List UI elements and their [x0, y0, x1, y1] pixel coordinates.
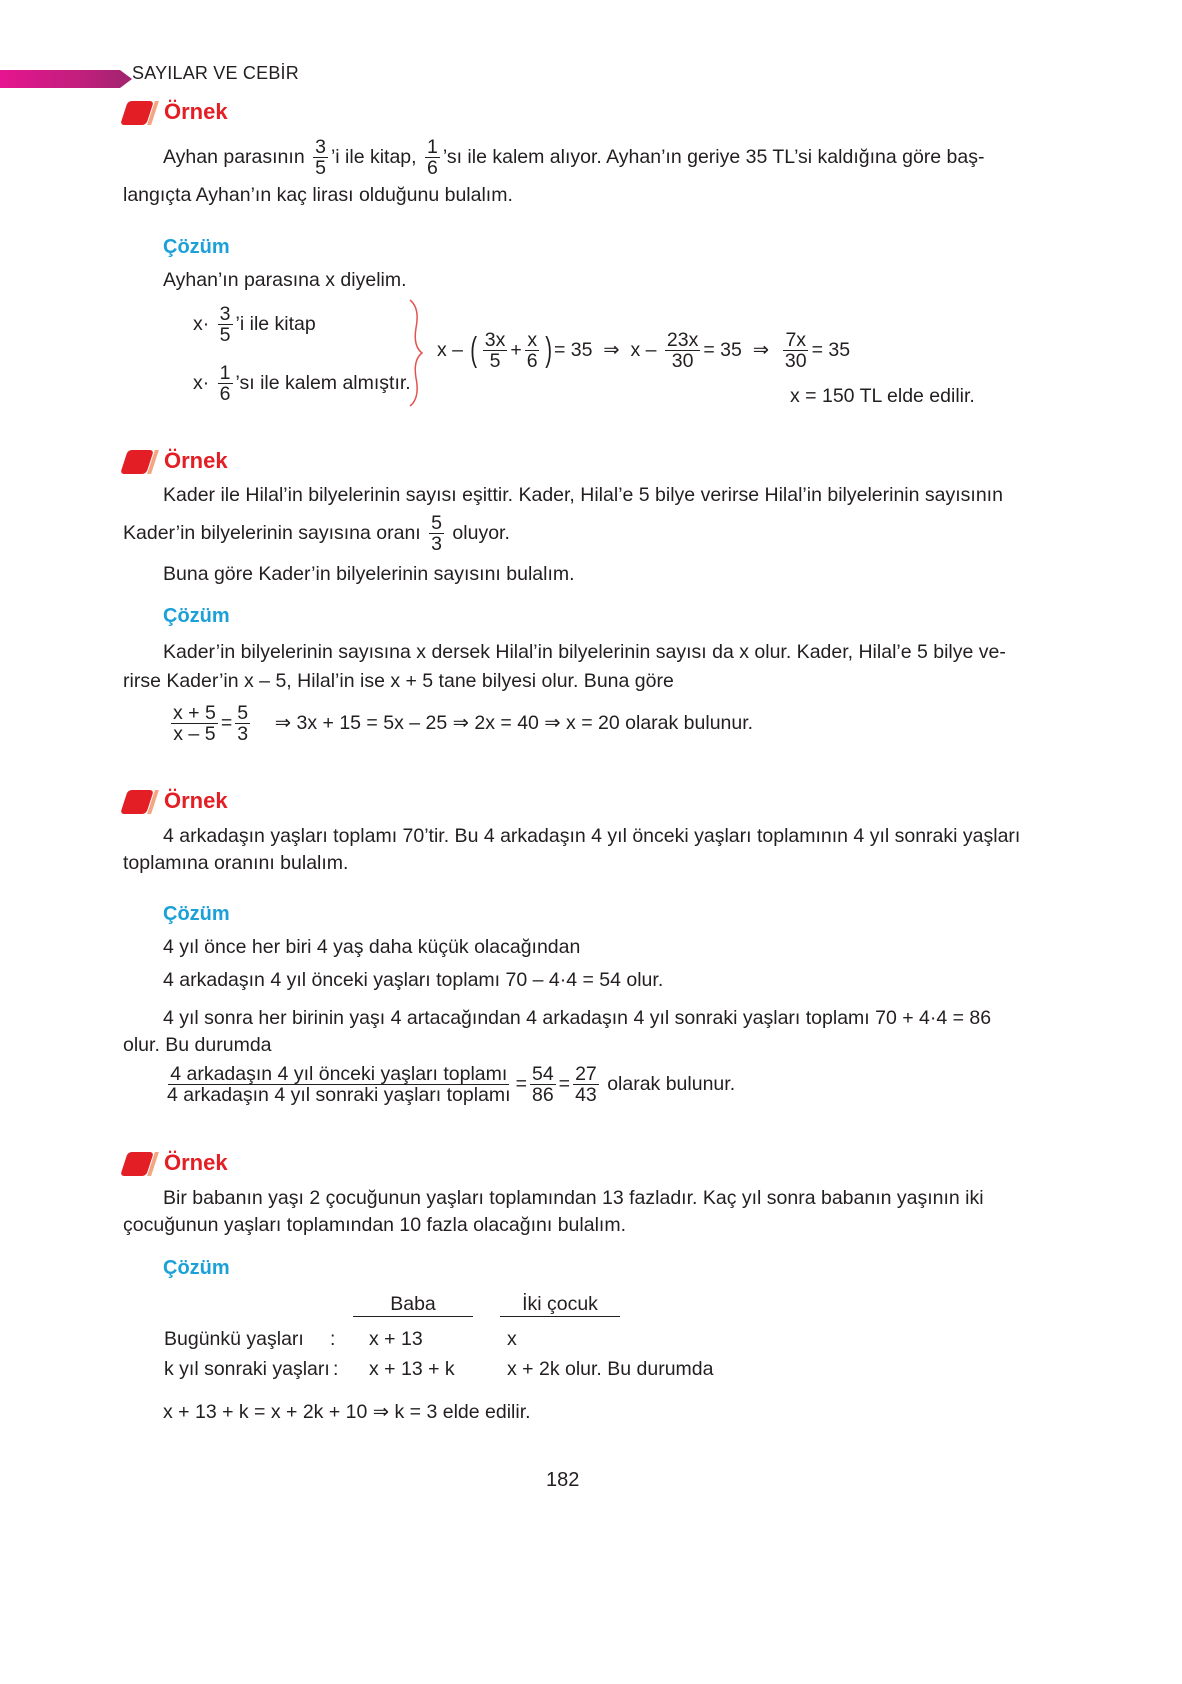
row-separator: :: [333, 1358, 339, 1380]
fraction: $\frac{3}{5}$: [315, 136, 326, 180]
example-4-problem-line-1: Bir babanın yaşı 2 çocuğunun yaşları toplamından 13 fazladır. Kaç yıl sonra babanın yaşının iki: [163, 1187, 984, 1209]
fraction: $\frac{27}{43}$: [575, 1063, 597, 1107]
page-number: 182: [546, 1469, 580, 1491]
example-label: Örnek: [164, 99, 228, 124]
solution-equation: $\frac{\text{4 arkadaşın 4 yıl önceki yaşları toplamı}}{\text{4 arkadaşın 4 yıl sonraki yaşları toplamı}}$ = $\frac{54}{86}$ = $\frac{27}{43}$ olarak bulunur.: [167, 1063, 736, 1107]
example-label: Örnek: [164, 448, 228, 473]
row-baba-value: x + 13 + k: [369, 1358, 455, 1380]
solution-line-1: Kader’in bilyelerinin sayısına x dersek Hilal’in bilyelerinin sayısı da x olur. Kader, Hilal’e 5 bilye ve-: [163, 641, 1006, 663]
implies-arrow-icon: ⇒: [603, 339, 620, 362]
row-cocuk-value: x: [507, 1328, 517, 1350]
row-separator: :: [330, 1328, 336, 1350]
fraction: $\frac{x}{6}$: [526, 329, 538, 373]
solution-line-1: 4 yıl önce her biri 4 yaş daha küçük olacağından: [163, 936, 581, 958]
solution-line-3: 4 yıl sonra her birinin yaşı 4 artacağından 4 arkadaşın 4 yıl sonraki yaşları toplamı 70 + 4·4 = 86: [163, 1007, 992, 1029]
row-baba-value: x + 13: [369, 1328, 423, 1350]
table-header-baba: Baba: [345, 1293, 481, 1317]
fraction: $\frac{3}{5}$: [219, 303, 231, 347]
text: Ayhan parasının: [163, 146, 305, 169]
solution-result: x + 13 + k = x + 2k + 10 ⇒ k = 3 elde edilir.: [163, 1401, 531, 1423]
example-marker-icon: [122, 448, 160, 474]
example-marker-icon: [122, 788, 160, 814]
example-2-problem-line-3: Buna göre Kader’in bilyelerinin sayısını bulalım.: [163, 563, 575, 585]
solution-label: Çözüm: [163, 1257, 230, 1279]
row-label: k yıl sonraki yaşları: [164, 1358, 330, 1380]
example-1-problem-line-2: langıçta Ayhan’ın kaç lirası olduğunu bulalım.: [123, 184, 513, 206]
header-ribbon: [0, 70, 132, 88]
solution-label: Çözüm: [163, 605, 230, 627]
row-label: Bugünkü yaşları: [164, 1328, 304, 1350]
example-3-problem-line-2: toplamına oranını bulalım.: [123, 852, 349, 874]
solution-equation: $\frac{x + 5}{x - 5}$ = $\frac{5}{3}$ ⇒ 3x + 15 = 5x – 25 ⇒ 2x = 40 ⇒ x = 20 olarak bulunur.: [173, 702, 754, 746]
example-3-problem-line-1: 4 arkadaşın yaşları toplamı 70’tir. Bu 4 arkadaşın 4 yıl önceki yaşları toplamının 4 yıl sonraki yaşları: [163, 825, 1021, 847]
example-4-problem-line-2: çocuğunun yaşları toplamından 10 fazla olacağını bulalım.: [123, 1214, 626, 1236]
example-marker-icon: [122, 99, 160, 125]
right-brace-icon: [406, 298, 426, 408]
solution-row-kalem: x· $\frac{1}{6}$ ’sı ile kalem almıştır.: [193, 362, 411, 406]
solution-equation: x – ( $\frac{3x}{5}$ + $\frac{x}{6}$ ) = 35 ⇒ x – $\frac{23x}{30}$ = 35 ⇒ $\frac{7x}{30}$ = 35: [437, 329, 851, 373]
implies-arrow-icon: ⇒: [752, 339, 770, 362]
fraction: $\frac{3x}{5}$: [484, 329, 506, 373]
left-paren: (: [470, 331, 478, 370]
solution-line-4: olur. Bu durumda: [123, 1034, 272, 1056]
solution-label: Çözüm: [163, 903, 230, 925]
fraction: $\frac{5}{3}$: [431, 512, 442, 556]
text: ’sı ile kalem alıyor. Ayhan’ın geriye 35 TL’si kaldığına göre baş-: [442, 146, 985, 169]
section-title: SAYILAR VE CEBİR: [132, 63, 299, 83]
example-1-problem-line-1: [163, 137, 985, 179]
solution-intro: Ayhan’ın parasına x diyelim.: [163, 269, 407, 291]
fraction: $\frac{54}{86}$: [531, 1063, 554, 1107]
fraction: $\frac{5}{3}$: [237, 702, 249, 746]
example-marker-icon: [122, 1150, 160, 1176]
right-paren: ): [544, 331, 552, 370]
example-heading: [122, 448, 228, 474]
table-header-cocuk: İki çocuk: [500, 1293, 620, 1317]
example-2-problem-line-2: Kader’in bilyelerinin sayısına oranı $\frac{5}{3}$ oluyor.: [123, 512, 510, 556]
example-heading: [122, 788, 228, 814]
solution-label: Çözüm: [163, 236, 230, 258]
example-heading: [122, 99, 228, 125]
row-cocuk-value: x + 2k olur. Bu durumda: [507, 1358, 714, 1380]
solution-line-2: 4 arkadaşın 4 yıl önceki yaşları toplamı 70 – 4·4 = 54 olur.: [163, 969, 664, 991]
example-label: Örnek: [164, 788, 228, 813]
fraction: $\frac{7x}{30}$: [784, 329, 807, 373]
fraction: $\frac{\text{4 arkadaşın 4 yıl önceki yaşları toplamı}}{\text{4 arkadaşın 4 yıl sonraki yaşları toplamı}}$: [167, 1063, 511, 1107]
fraction: $\frac{1}{6}$: [427, 136, 438, 180]
text: ’i ile kitap,: [330, 146, 417, 169]
example-label: Örnek: [164, 1150, 228, 1175]
solution-result: x = 150 TL elde edilir.: [790, 385, 975, 407]
solution-line-2: rirse Kader’in x – 5, Hilal’in ise x + 5 tane bilyesi olur. Buna göre: [123, 670, 674, 692]
fraction: $\frac{1}{6}$: [219, 362, 231, 406]
example-heading: [122, 1150, 228, 1176]
solution-row-kitap: x· $\frac{3}{5}$ ’i ile kitap: [193, 303, 316, 347]
fraction: $\frac{23x}{30}$: [666, 329, 699, 373]
fraction: $\frac{x + 5}{x - 5}$: [173, 702, 216, 746]
example-2-problem-line-1: Kader ile Hilal’in bilyelerinin sayısı eşittir. Kader, Hilal’e 5 bilye verirse Hilal’in bilyelerinin sayısının: [163, 484, 1003, 506]
